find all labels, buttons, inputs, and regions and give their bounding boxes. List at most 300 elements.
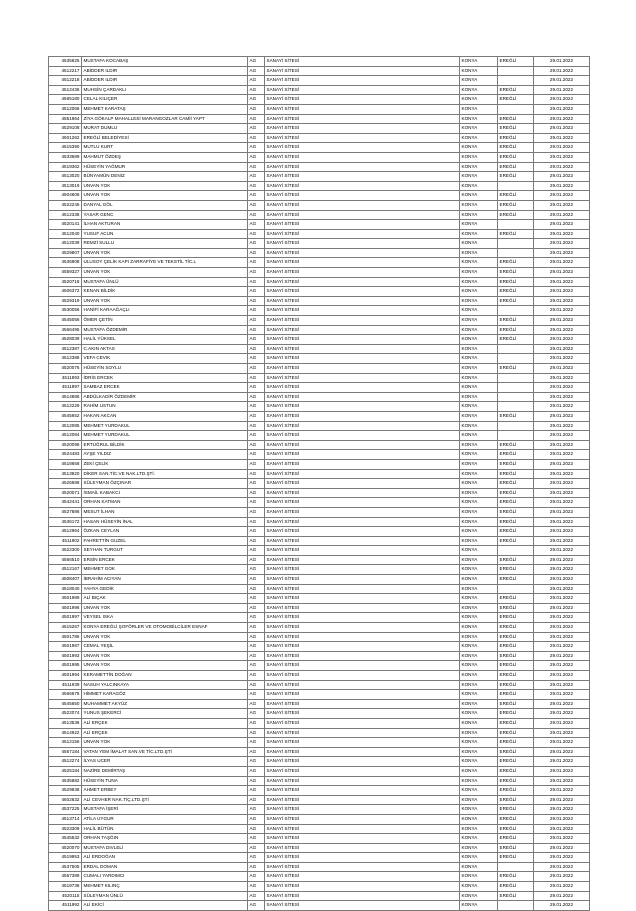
cell-district: EREĞLİ [498, 172, 534, 182]
cell-city: KONYA [460, 613, 498, 623]
cell-district: EREĞLİ [498, 594, 534, 604]
cell-district: EREĞLİ [498, 738, 534, 748]
cell-subscriber-id: 4537505 [49, 862, 82, 872]
cell-category: SANAYİ SİTESİ [265, 680, 460, 690]
cell-district: EREĞLİ [498, 795, 534, 805]
cell-subscriber-name: ZİYA GÖKALP MAHALLESİ MARANGOZLAR CAMİİ YAPT [82, 114, 248, 124]
cell-subscriber-id: 4566510 [49, 555, 82, 565]
table-row [49, 517, 590, 527]
cell-date: 29.01.2022 [534, 277, 590, 287]
table-row [49, 594, 590, 604]
cell-city: KONYA [460, 354, 498, 364]
cell-tariff-type: AG [248, 718, 265, 728]
table-row [49, 402, 590, 412]
cell-date: 29.01.2022 [534, 191, 590, 201]
cell-category: SANAYİ SİTESİ [265, 671, 460, 681]
cell-tariff-type: AG [248, 853, 265, 863]
cell-date: 29.01.2022 [534, 450, 590, 460]
cell-city: KONYA [460, 383, 498, 393]
cell-date: 29.01.2022 [534, 555, 590, 565]
cell-category: SANAYİ SİTESİ [265, 709, 460, 719]
cell-category: SANAYİ SİTESİ [265, 901, 460, 911]
cell-subscriber-name: ALİ ERÇEK [82, 718, 248, 728]
cell-city: KONYA [460, 335, 498, 345]
cell-date: 29.01.2022 [534, 335, 590, 345]
cell-subscriber-name: ALİ EKİCİ [82, 901, 248, 911]
cell-category: SANAYİ SİTESİ [265, 747, 460, 757]
cell-tariff-type: AG [248, 584, 265, 594]
cell-tariff-type: AG [248, 66, 265, 76]
cell-tariff-type: AG [248, 411, 265, 421]
cell-city: KONYA [460, 603, 498, 613]
cell-date: 29.01.2022 [534, 728, 590, 738]
cell-category: SANAYİ SİTESİ [265, 766, 460, 776]
cell-city: KONYA [460, 57, 498, 67]
cell-district: EREĞLİ [498, 757, 534, 767]
cell-subscriber-id: 4512218 [49, 76, 82, 86]
cell-city: KONYA [460, 114, 498, 124]
cell-subscriber-name: UNVAN YOK [82, 296, 248, 306]
cell-city: KONYA [460, 325, 498, 335]
cell-subscriber-name: MUHSİN ÇARDAKLI [82, 85, 248, 95]
cell-district: EREĞLİ [498, 364, 534, 374]
cell-subscriber-name: SÜLEYMAN ÜNLÜ [82, 891, 248, 901]
cell-category: SANAYİ SİTESİ [265, 143, 460, 153]
cell-tariff-type: AG [248, 104, 265, 114]
table-row [49, 632, 590, 642]
cell-date: 29.01.2022 [534, 517, 590, 527]
cell-date: 29.01.2022 [534, 354, 590, 364]
cell-subscriber-id: 4545056 [49, 316, 82, 326]
cell-date: 29.01.2022 [534, 421, 590, 431]
cell-city: KONYA [460, 143, 498, 153]
cell-subscriber-name: UNVAN YOK [82, 738, 248, 748]
table-row [49, 546, 590, 556]
cell-category: SANAYİ SİTESİ [265, 152, 460, 162]
cell-subscriber-id: 4535882 [49, 776, 82, 786]
cell-subscriber-id: 4522074 [49, 709, 82, 719]
cell-date: 29.01.2022 [534, 287, 590, 297]
cell-district: EREĞLİ [498, 872, 534, 882]
cell-subscriber-id: 4511902 [49, 536, 82, 546]
cell-category: SANAYİ SİTESİ [265, 440, 460, 450]
table-row [49, 661, 590, 671]
table-row [49, 613, 590, 623]
cell-subscriber-name: KENAN BİLDİK [82, 287, 248, 297]
cell-subscriber-id: 4512274 [49, 757, 82, 767]
cell-district [498, 901, 534, 911]
cell-tariff-type: AG [248, 814, 265, 824]
cell-city: KONYA [460, 133, 498, 143]
cell-subscriber-id: 4529838 [49, 786, 82, 796]
registry-table [48, 56, 590, 911]
cell-district: EREĞLİ [498, 450, 534, 460]
cell-subscriber-id: 4566495 [49, 325, 82, 335]
cell-district: EREĞLİ [498, 776, 534, 786]
cell-subscriber-id: 4601262 [49, 133, 82, 143]
table-row [49, 603, 590, 613]
table-row [49, 671, 590, 681]
cell-date: 29.01.2022 [534, 862, 590, 872]
cell-category: SANAYİ SİTESİ [265, 479, 460, 489]
cell-city: KONYA [460, 661, 498, 671]
cell-subscriber-name: UNVAN YOK [82, 661, 248, 671]
cell-city: KONYA [460, 651, 498, 661]
cell-date: 29.01.2022 [534, 671, 590, 681]
cell-tariff-type: AG [248, 373, 265, 383]
cell-tariff-type: AG [248, 738, 265, 748]
table-row [49, 584, 590, 594]
cell-category: SANAYİ SİTESİ [265, 459, 460, 469]
cell-tariff-type: AG [248, 220, 265, 230]
table-row [49, 479, 590, 489]
cell-category: SANAYİ SİTESİ [265, 651, 460, 661]
cell-district [498, 181, 534, 191]
cell-subscriber-name: NAZİRE DEMİRTAŞ [82, 766, 248, 776]
cell-district: EREĞLİ [498, 766, 534, 776]
cell-subscriber-name: UNVAN YOK [82, 632, 248, 642]
cell-city: KONYA [460, 162, 498, 172]
cell-district: EREĞLİ [498, 623, 534, 633]
cell-date: 29.01.2022 [534, 364, 590, 374]
cell-tariff-type: AG [248, 143, 265, 153]
cell-subscriber-id: 4513019 [49, 181, 82, 191]
cell-category: SANAYİ SİTESİ [265, 555, 460, 565]
cell-category: SANAYİ SİTESİ [265, 613, 460, 623]
cell-category: SANAYİ SİTESİ [265, 354, 460, 364]
table-row [49, 364, 590, 374]
cell-tariff-type: AG [248, 776, 265, 786]
cell-date: 29.01.2022 [534, 402, 590, 412]
table-row [49, 757, 590, 767]
cell-city: KONYA [460, 306, 498, 316]
cell-subscriber-name: ÖZKAN CEYLAN [82, 527, 248, 537]
cell-city: KONYA [460, 690, 498, 700]
cell-subscriber-name: HÜSEYİN TUNA [82, 776, 248, 786]
table-row [49, 431, 590, 441]
cell-category: SANAYİ SİTESİ [265, 57, 460, 67]
table-row [49, 239, 590, 249]
table-row [49, 335, 590, 345]
cell-city: KONYA [460, 795, 498, 805]
table-row [49, 306, 590, 316]
cell-subscriber-id: 4501987 [49, 642, 82, 652]
cell-district [498, 421, 534, 431]
cell-city: KONYA [460, 191, 498, 201]
cell-category: SANAYİ SİTESİ [265, 431, 460, 441]
cell-tariff-type: AG [248, 364, 265, 374]
cell-subscriber-id: 4528039 [49, 335, 82, 345]
cell-district: EREĞLİ [498, 210, 534, 220]
cell-tariff-type: AG [248, 671, 265, 681]
cell-tariff-type: AG [248, 421, 265, 431]
cell-district: EREĞLİ [498, 277, 534, 287]
cell-subscriber-id: 4525184 [49, 766, 82, 776]
table-row [49, 469, 590, 479]
cell-category: SANAYİ SİTESİ [265, 421, 460, 431]
cell-tariff-type: AG [248, 603, 265, 613]
cell-subscriber-name: ORHAN KATMAN [82, 498, 248, 508]
cell-subscriber-id: 4520070 [49, 843, 82, 853]
cell-category: SANAYİ SİTESİ [265, 162, 460, 172]
cell-subscriber-id: 4512436 [49, 85, 82, 95]
cell-subscriber-id: 4501996 [49, 603, 82, 613]
cell-district: EREĞLİ [498, 258, 534, 268]
cell-date: 29.01.2022 [534, 814, 590, 824]
cell-subscriber-name: HÜSEYİN YAĞMUR [82, 162, 248, 172]
cell-subscriber-id: 4520071 [49, 488, 82, 498]
cell-subscriber-id: 4518658 [49, 459, 82, 469]
cell-subscriber-id: 4542441 [49, 498, 82, 508]
table-row [49, 181, 590, 191]
table-row [49, 853, 590, 863]
cell-subscriber-name: AHMET ERBEY [82, 786, 248, 796]
cell-city: KONYA [460, 479, 498, 489]
cell-date: 29.01.2022 [534, 766, 590, 776]
cell-date: 29.01.2022 [534, 124, 590, 134]
cell-city: KONYA [460, 776, 498, 786]
cell-district: EREĞLİ [498, 805, 534, 815]
cell-subscriber-id: 4545532 [49, 834, 82, 844]
cell-tariff-type: AG [248, 699, 265, 709]
cell-date: 29.01.2022 [534, 239, 590, 249]
cell-subscriber-name: İDRİS ERCEK [82, 373, 248, 383]
cell-district: EREĞLİ [498, 507, 534, 517]
cell-city: KONYA [460, 728, 498, 738]
table-row [49, 709, 590, 719]
cell-tariff-type: AG [248, 76, 265, 86]
cell-district: EREĞLİ [498, 325, 534, 335]
cell-date: 29.01.2022 [534, 373, 590, 383]
cell-tariff-type: AG [248, 527, 265, 537]
cell-tariff-type: AG [248, 95, 265, 105]
cell-date: 29.01.2022 [534, 85, 590, 95]
cell-city: KONYA [460, 766, 498, 776]
table-row [49, 651, 590, 661]
cell-date: 29.01.2022 [534, 76, 590, 86]
cell-subscriber-id: 4512167 [49, 565, 82, 575]
cell-district: EREĞLİ [498, 824, 534, 834]
cell-city: KONYA [460, 431, 498, 441]
cell-subscriber-id: 4504606 [49, 191, 82, 201]
cell-district [498, 392, 534, 402]
cell-district: EREĞLİ [498, 603, 534, 613]
cell-district: EREĞLİ [498, 469, 534, 479]
cell-date: 29.01.2022 [534, 459, 590, 469]
table-row [49, 718, 590, 728]
cell-subscriber-name: UNVAN YOK [82, 181, 248, 191]
cell-subscriber-name: ALİ ERDOĞAN [82, 853, 248, 863]
cell-district: EREĞLİ [498, 152, 534, 162]
cell-category: SANAYİ SİTESİ [265, 795, 460, 805]
cell-district: EREĞLİ [498, 843, 534, 853]
cell-date: 29.01.2022 [534, 699, 590, 709]
cell-subscriber-id: 4511897 [49, 383, 82, 393]
cell-tariff-type: AG [248, 680, 265, 690]
cell-city: KONYA [460, 152, 498, 162]
cell-city: KONYA [460, 872, 498, 882]
cell-district: EREĞLİ [498, 268, 534, 278]
table-row [49, 459, 590, 469]
cell-tariff-type: AG [248, 383, 265, 393]
cell-city: KONYA [460, 738, 498, 748]
cell-tariff-type: AG [248, 114, 265, 124]
cell-tariff-type: AG [248, 316, 265, 326]
table-row [49, 258, 590, 268]
cell-subscriber-name: İBRAHİM ACIYAN [82, 575, 248, 585]
cell-city: KONYA [460, 565, 498, 575]
cell-date: 29.01.2022 [534, 152, 590, 162]
cell-district: EREĞLİ [498, 459, 534, 469]
cell-date: 29.01.2022 [534, 210, 590, 220]
cell-category: SANAYİ SİTESİ [265, 603, 460, 613]
cell-city: KONYA [460, 786, 498, 796]
cell-subscriber-id: 4536908 [49, 258, 82, 268]
cell-date: 29.01.2022 [534, 114, 590, 124]
cell-city: KONYA [460, 623, 498, 633]
cell-tariff-type: AG [248, 642, 265, 652]
cell-date: 29.01.2022 [534, 757, 590, 767]
cell-city: KONYA [460, 642, 498, 652]
cell-district: EREĞLİ [498, 479, 534, 489]
table-row [49, 76, 590, 86]
cell-category: SANAYİ SİTESİ [265, 575, 460, 585]
cell-subscriber-id: 4512040 [49, 229, 82, 239]
cell-district: EREĞLİ [498, 133, 534, 143]
table-row [49, 191, 590, 201]
cell-district: EREĞLİ [498, 690, 534, 700]
cell-category: SANAYİ SİTESİ [265, 325, 460, 335]
table-row [49, 210, 590, 220]
cell-subscriber-id: 4520076 [49, 364, 82, 374]
cell-subscriber-id: 4533689 [49, 152, 82, 162]
cell-subscriber-name: UNVAN YOK [82, 603, 248, 613]
cell-city: KONYA [460, 843, 498, 853]
cell-tariff-type: AG [248, 843, 265, 853]
table-row [49, 440, 590, 450]
cell-city: KONYA [460, 364, 498, 374]
cell-subscriber-name: ABİDDER ILDIR [82, 76, 248, 86]
cell-tariff-type: AG [248, 268, 265, 278]
table-row [49, 268, 590, 278]
cell-date: 29.01.2022 [534, 661, 590, 671]
table-row [49, 373, 590, 383]
cell-city: KONYA [460, 699, 498, 709]
cell-subscriber-name: YUNUS ŞEKERCİ [82, 709, 248, 719]
cell-subscriber-id: 4512085 [49, 421, 82, 431]
cell-tariff-type: AG [248, 335, 265, 345]
cell-district: EREĞLİ [498, 287, 534, 297]
cell-city: KONYA [460, 76, 498, 86]
cell-date: 29.01.2022 [534, 383, 590, 393]
cell-tariff-type: AG [248, 901, 265, 911]
cell-category: SANAYİ SİTESİ [265, 507, 460, 517]
cell-subscriber-id: 4512388 [49, 354, 82, 364]
cell-tariff-type: AG [248, 402, 265, 412]
cell-date: 29.01.2022 [534, 795, 590, 805]
cell-tariff-type: AG [248, 431, 265, 441]
cell-district: EREĞLİ [498, 680, 534, 690]
cell-city: KONYA [460, 757, 498, 767]
cell-tariff-type: AG [248, 651, 265, 661]
cell-district: EREĞLİ [498, 200, 534, 210]
cell-date: 29.01.2022 [534, 623, 590, 633]
cell-tariff-type: AG [248, 239, 265, 249]
cell-tariff-type: AG [248, 690, 265, 700]
cell-district [498, 546, 534, 556]
cell-date: 29.01.2022 [534, 565, 590, 575]
cell-city: KONYA [460, 220, 498, 230]
cell-city: KONYA [460, 517, 498, 527]
cell-category: SANAYİ SİTESİ [265, 642, 460, 652]
cell-district [498, 373, 534, 383]
cell-category: SANAYİ SİTESİ [265, 296, 460, 306]
cell-category: SANAYİ SİTESİ [265, 565, 460, 575]
cell-tariff-type: AG [248, 594, 265, 604]
cell-date: 29.01.2022 [534, 536, 590, 546]
table-row [49, 507, 590, 517]
cell-city: KONYA [460, 584, 498, 594]
table-row [49, 316, 590, 326]
cell-district: EREĞLİ [498, 498, 534, 508]
cell-subscriber-name: AYŞE YILDIZ [82, 450, 248, 460]
cell-city: KONYA [460, 901, 498, 911]
table-row [49, 200, 590, 210]
cell-date: 29.01.2022 [534, 824, 590, 834]
cell-district: EREĞLİ [498, 143, 534, 153]
cell-subscriber-name: MEHMET YURDAKUL [82, 421, 248, 431]
cell-district: EREĞLİ [498, 661, 534, 671]
table-row [49, 882, 590, 892]
cell-category: SANAYİ SİTESİ [265, 277, 460, 287]
cell-city: KONYA [460, 671, 498, 681]
cell-category: SANAYİ SİTESİ [265, 834, 460, 844]
cell-city: KONYA [460, 239, 498, 249]
cell-district: EREĞLİ [498, 335, 534, 345]
cell-subscriber-id: 4514922 [49, 728, 82, 738]
cell-district: EREĞLİ [498, 709, 534, 719]
cell-subscriber-name: KERAMETTİN DOĞAN [82, 671, 248, 681]
cell-tariff-type: AG [248, 824, 265, 834]
cell-tariff-type: AG [248, 277, 265, 287]
table-row [49, 392, 590, 402]
table-row [49, 814, 590, 824]
cell-city: KONYA [460, 248, 498, 258]
cell-district: EREĞLİ [498, 536, 534, 546]
cell-category: SANAYİ SİTESİ [265, 114, 460, 124]
cell-category: SANAYİ SİTESİ [265, 76, 460, 86]
cell-subscriber-name: C.AKIN AKTAS [82, 344, 248, 354]
cell-subscriber-name: ABDÜLKADİR ÖZDEMİR [82, 392, 248, 402]
cell-city: KONYA [460, 85, 498, 95]
cell-district: EREĞLİ [498, 440, 534, 450]
cell-district: EREĞLİ [498, 747, 534, 757]
table-row [49, 287, 590, 297]
cell-subscriber-name: VATAN YEM İMALAT SAN.VE TİC.LTD.ŞTİ [82, 747, 248, 757]
cell-date: 29.01.2022 [534, 632, 590, 642]
cell-subscriber-id: 4522300 [49, 546, 82, 556]
cell-district [498, 431, 534, 441]
table-row [49, 795, 590, 805]
table-row [49, 872, 590, 882]
cell-subscriber-id: 4515390 [49, 143, 82, 153]
cell-subscriber-id: 4545652 [49, 411, 82, 421]
table-row [49, 699, 590, 709]
cell-subscriber-name: MEHMET KARATAŞ [82, 104, 248, 114]
cell-subscriber-id: 4514886 [49, 392, 82, 402]
cell-category: SANAYİ SİTESİ [265, 306, 460, 316]
table-row [49, 229, 590, 239]
